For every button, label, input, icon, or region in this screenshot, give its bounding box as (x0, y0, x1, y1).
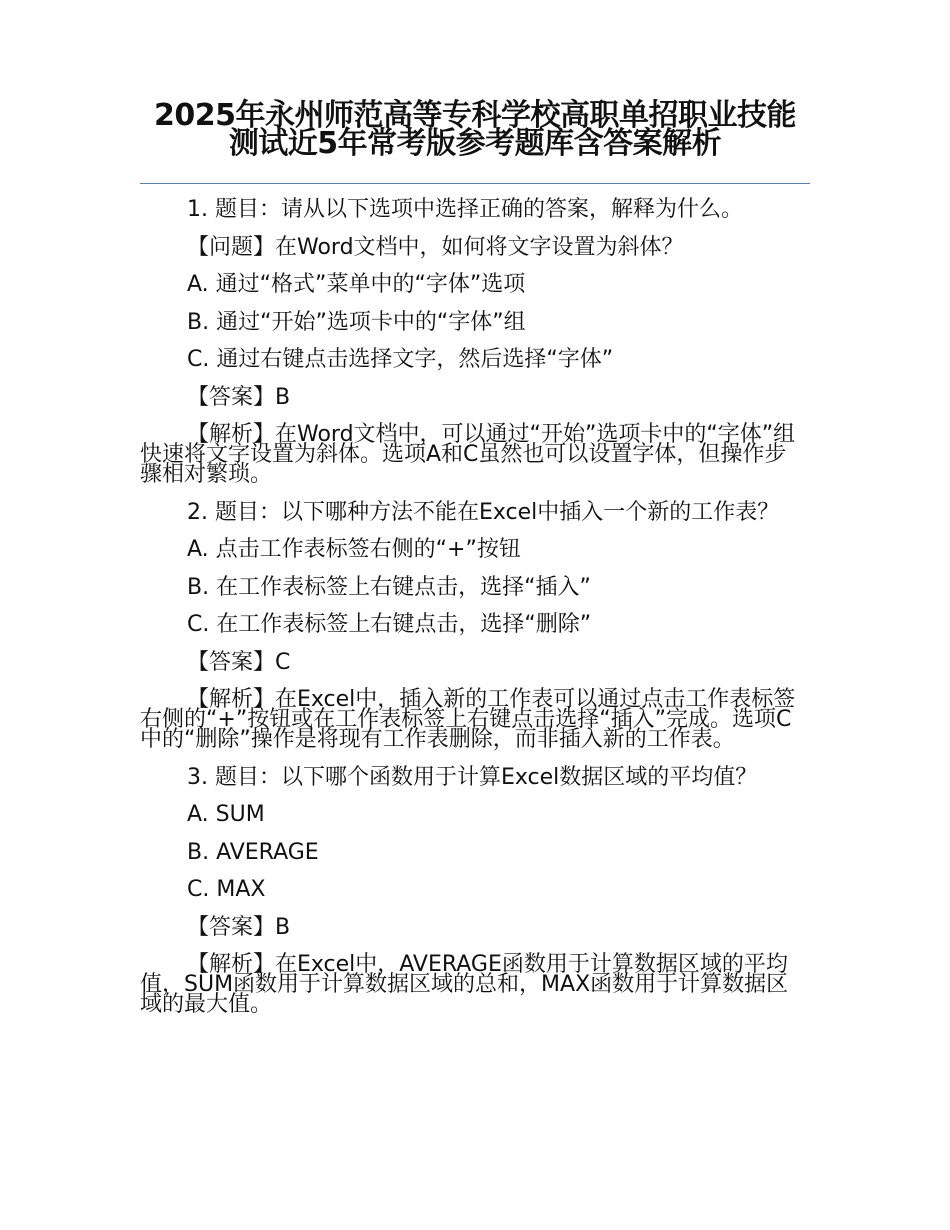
question-1-title: 1. 题目：请从以下选项中选择正确的答案，解释为什么。 (187, 197, 743, 222)
question-3-option-a: A. SUM (187, 802, 265, 827)
question-2-answer: 【答案】C (187, 649, 291, 675)
question-1-option-b: B. 通过“开始”选项卡中的“字体”组 (187, 309, 526, 335)
question-2-title: 2. 题目：以下哪种方法不能在Excel中插入一个新的工作表？ (187, 499, 780, 525)
question-3-title: 3. 题目：以下哪个函数用于计算Excel数据区域的平均值？ (187, 764, 758, 790)
question-1-problem: 【问题】在Word文档中，如何将文字设置为斜体？ (187, 234, 684, 260)
question-1-answer: 【答案】B (187, 384, 291, 410)
question-3-answer: 【答案】B (187, 914, 291, 940)
question-1-option-a: A. 通过“格式”菜单中的“字体”选项 (187, 272, 526, 297)
question-2-option-a: A. 点击工作表标签右侧的“+”按钮 (187, 537, 521, 562)
document-body (140, 197, 805, 1033)
title-divider (140, 183, 810, 184)
question-3-option-b: B. AVERAGE (187, 839, 319, 865)
question-2-option-c: C. 在工作表标签上右键点击，选择“删除” (187, 612, 592, 637)
question-1-analysis: 【解析】在Word文档中，可以通过“开始”选项卡中的“字体”组快速将文字设置为斜体。选项A和C虽然也可以设置字体，但操作步骤相对繁琐。 (140, 422, 796, 487)
question-3-option-c: C. MAX (187, 877, 266, 902)
question-1-option-c: C. 通过右键点击选择文字，然后选择“字体” (187, 347, 614, 372)
question-2-analysis: 【解析】在Excel中，插入新的工作表可以通过点击工作表标签右侧的“+”按钮或在工作表标签上右键点击选择“插入”完成。选项C中的“删除”操作是将现有工作表删除，而非插入新的工作表。 (140, 687, 796, 752)
question-3-analysis: 【解析】在Excel中，AVERAGE函数用于计算数据区域的平均值，SUM函数用于计算数据区域的总和，MAX函数用于计算数据区域的最大值。 (140, 952, 789, 1017)
document-title: 2025年永州师范高等专科学校高职单招职业技能测试近5年常考版参考题库含答案解析 (154, 98, 796, 161)
question-2-option-b: B. 在工作表标签上右键点击，选择“插入” (187, 574, 591, 600)
